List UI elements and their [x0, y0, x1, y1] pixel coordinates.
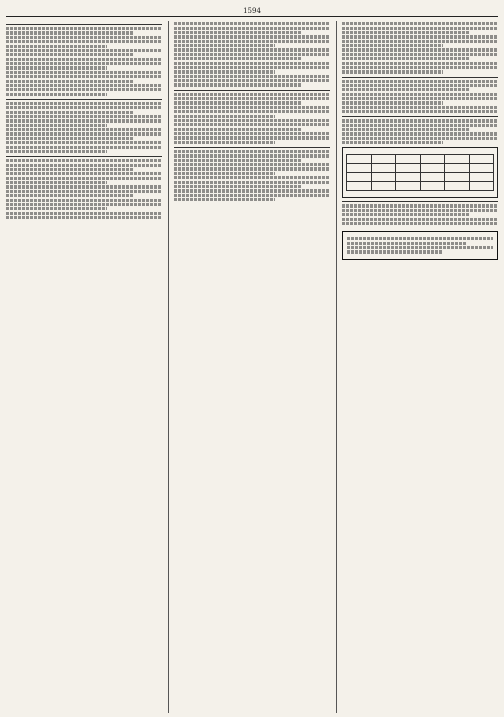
text-line: [6, 212, 162, 215]
text-line: [342, 106, 498, 109]
table-cell: [371, 164, 396, 173]
article-right-1: [342, 80, 498, 114]
table-cell: [420, 155, 445, 164]
text-line: [342, 53, 498, 56]
article-middle-top: [174, 22, 330, 86]
table-cell: [469, 155, 494, 164]
text-line: [174, 198, 275, 201]
text-line: [342, 209, 498, 212]
text-line: [6, 102, 162, 105]
text-line: [174, 163, 330, 166]
text-line: [342, 93, 498, 96]
text-line: [174, 154, 330, 157]
text-line: [174, 185, 302, 188]
text-line: [6, 80, 134, 83]
text-line: [174, 194, 330, 197]
table-cell: [445, 182, 470, 191]
table-cell: [445, 173, 470, 182]
text-line: [6, 84, 162, 87]
rule: [6, 99, 162, 100]
article-right-top: [342, 22, 498, 73]
column-right: [336, 21, 498, 713]
text-line: [342, 128, 470, 131]
article-right-3: [342, 204, 498, 225]
text-line: [6, 128, 162, 131]
text-line: [6, 53, 134, 56]
weather-box: [342, 147, 498, 198]
table-cell: [371, 155, 396, 164]
table-cell: [396, 155, 421, 164]
text-line: [174, 141, 275, 144]
text-line: [342, 48, 498, 51]
ad-text-line: [347, 250, 442, 253]
rule: [342, 201, 498, 202]
table-cell: [396, 182, 421, 191]
text-line: [174, 31, 302, 34]
text-line: [174, 128, 302, 131]
text-line: [6, 27, 162, 30]
text-line: [342, 88, 470, 91]
text-line: [342, 218, 498, 221]
text-line: [6, 40, 162, 43]
weather-table: [346, 154, 494, 191]
text-line: [174, 35, 330, 38]
text-line: [342, 57, 470, 60]
text-line: [342, 70, 443, 73]
text-line: [174, 66, 330, 69]
text-line: [342, 222, 498, 225]
table-cell: [396, 164, 421, 173]
table-cell: [396, 173, 421, 182]
text-line: [174, 172, 275, 175]
text-line: [342, 132, 498, 135]
text-line: [6, 62, 162, 65]
ad-text-line: [347, 237, 493, 240]
text-line: [6, 207, 107, 210]
text-line: [6, 168, 134, 171]
text-line: [174, 110, 330, 113]
text-line: [174, 181, 330, 184]
text-line: [6, 58, 162, 61]
text-line: [6, 88, 162, 91]
rule: [342, 116, 498, 117]
text-line: [6, 36, 162, 39]
text-line: [6, 66, 107, 69]
text-line: [6, 146, 162, 149]
table-cell: [347, 155, 372, 164]
text-line: [342, 84, 498, 87]
text-line: [342, 137, 498, 140]
text-line: [174, 136, 330, 139]
text-line: [174, 40, 330, 43]
table-cell: [371, 182, 396, 191]
rule: [174, 90, 330, 91]
table-cell: [420, 182, 445, 191]
text-line: [174, 132, 330, 135]
table-row: [347, 182, 494, 191]
text-line: [174, 167, 330, 170]
text-line: [174, 176, 330, 179]
text-line: [342, 119, 498, 122]
rule: [342, 77, 498, 78]
ad-text-line: [347, 246, 493, 249]
text-line: [342, 62, 498, 65]
table-cell: [347, 173, 372, 182]
table-cell: [469, 164, 494, 173]
article-middle-2: [174, 150, 330, 201]
article-left-1: [6, 27, 162, 96]
article-left-3: [6, 159, 162, 219]
table-cell: [469, 173, 494, 182]
text-line: [174, 27, 330, 30]
text-line: [6, 93, 107, 96]
article-left-2: [6, 102, 162, 153]
text-line: [6, 199, 162, 202]
table-cell: [420, 173, 445, 182]
text-line: [342, 31, 470, 34]
text-line: [6, 124, 107, 127]
text-line: [174, 93, 330, 96]
text-line: [174, 150, 330, 153]
column-middle: [168, 21, 330, 713]
text-line: [174, 123, 330, 126]
text-line: [174, 62, 330, 65]
text-line: [342, 141, 443, 144]
text-line: [174, 189, 330, 192]
text-line: [342, 66, 498, 69]
table-cell: [445, 155, 470, 164]
text-line: [6, 141, 162, 144]
text-line: [174, 48, 330, 51]
text-line: [6, 137, 134, 140]
table-cell: [469, 182, 494, 191]
text-line: [174, 44, 275, 47]
text-line: [6, 159, 162, 162]
rule: [6, 24, 162, 25]
text-line: [6, 49, 162, 52]
text-line: [6, 119, 162, 122]
text-line: [6, 150, 107, 153]
rule: [174, 147, 330, 148]
text-line: [174, 79, 330, 82]
text-line: [6, 177, 162, 180]
text-line: [6, 71, 162, 74]
text-line: [174, 83, 302, 86]
column-left: [6, 21, 162, 713]
table-row: [347, 155, 494, 164]
page-number: 1594: [243, 7, 261, 15]
text-line: [6, 181, 107, 184]
text-line: [342, 101, 443, 104]
text-line: [342, 97, 498, 100]
text-line: [174, 53, 330, 56]
text-line: [6, 111, 134, 114]
text-line: [6, 194, 134, 197]
table-cell: [347, 164, 372, 173]
text-line: [6, 106, 162, 109]
advertisement: [342, 231, 498, 260]
table-cell: [347, 182, 372, 191]
text-line: [174, 97, 330, 100]
text-line: [342, 40, 498, 43]
text-line: [6, 185, 162, 188]
ad-text-line: [347, 242, 467, 245]
text-line: [174, 119, 330, 122]
text-line: [174, 57, 302, 60]
table-row: [347, 173, 494, 182]
text-line: [6, 75, 162, 78]
text-line: [342, 27, 498, 30]
rule: [6, 156, 162, 157]
text-line: [6, 115, 162, 118]
article-middle-1: [174, 93, 330, 144]
text-line: [342, 213, 470, 216]
text-line: [174, 115, 275, 118]
text-line: [6, 132, 162, 135]
text-line: [342, 204, 498, 207]
text-line: [342, 80, 498, 83]
columns: [6, 21, 498, 713]
page-header: [6, 6, 498, 17]
text-line: [174, 22, 330, 25]
text-line: [342, 22, 498, 25]
table-cell: [445, 164, 470, 173]
text-line: [6, 31, 134, 34]
text-line: [342, 124, 498, 127]
text-line: [6, 203, 162, 206]
text-line: [342, 35, 498, 38]
text-line: [6, 216, 162, 219]
text-line: [174, 159, 302, 162]
table-cell: [420, 164, 445, 173]
text-line: [6, 172, 162, 175]
text-line: [174, 70, 275, 73]
article-right-2: [342, 119, 498, 144]
text-line: [174, 75, 330, 78]
text-line: [174, 101, 302, 104]
text-line: [6, 45, 107, 48]
text-line: [6, 190, 162, 193]
table-row: [347, 164, 494, 173]
text-line: [342, 44, 443, 47]
text-line: [342, 110, 498, 113]
text-line: [6, 164, 162, 167]
table-cell: [371, 173, 396, 182]
text-line: [174, 106, 330, 109]
